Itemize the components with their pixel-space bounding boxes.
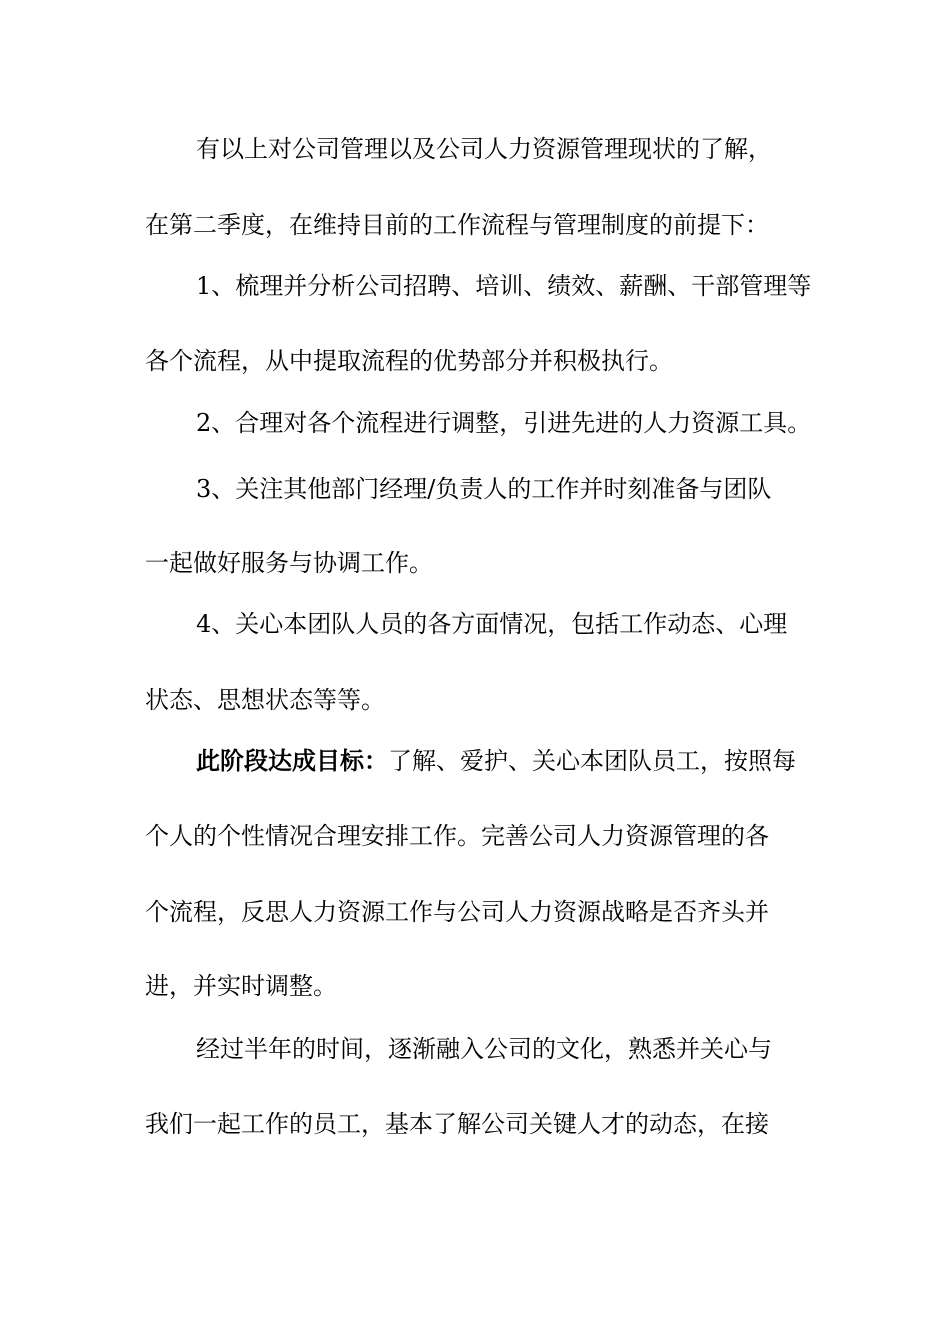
paragraph-line: 有以上对公司管理以及公司人力资源管理现状的了解， <box>196 135 772 163</box>
list-item-4-line: 状态、思想状态等等。 <box>145 686 385 714</box>
list-item-3-line: 3、关注其他部门经理/负责人的工作并时刻准备与团队 <box>196 475 772 503</box>
goal-paragraph-line: 个流程，反思人力资源工作与公司人力资源战略是否齐头并 <box>145 898 769 926</box>
paragraph-line: 经过半年的时间，逐渐融入公司的文化，熟悉并关心与 <box>196 1035 772 1063</box>
goal-text: 了解、爱护、关心本团队员工，按照每 <box>388 747 796 775</box>
list-item-2-line: 2、合理对各个流程进行调整，引进先进的人力资源工具。 <box>196 409 812 437</box>
list-item-1-line: 1、梳理并分析公司招聘、培训、绩效、薪酬、干部管理等 <box>196 272 812 300</box>
goal-label: 此阶段达成目标： <box>196 746 388 775</box>
list-item-3-line: 一起做好服务与协调工作。 <box>145 549 433 577</box>
goal-paragraph-line: 进，并实时调整。 <box>145 972 337 1000</box>
list-item-4-line: 4、关心本团队人员的各方面情况，包括工作动态、心理 <box>196 610 788 638</box>
paragraph-line: 在第二季度，在维持目前的工作流程与管理制度的前提下： <box>145 211 769 239</box>
goal-paragraph-line <box>196 746 796 776</box>
goal-paragraph-line: 个人的个性情况合理安排工作。完善公司人力资源管理的各 <box>145 822 769 850</box>
list-item-1-line: 各个流程，从中提取流程的优势部分并积极执行。 <box>145 347 673 375</box>
paragraph-line: 我们一起工作的员工，基本了解公司关键人才的动态，在接 <box>145 1110 769 1138</box>
